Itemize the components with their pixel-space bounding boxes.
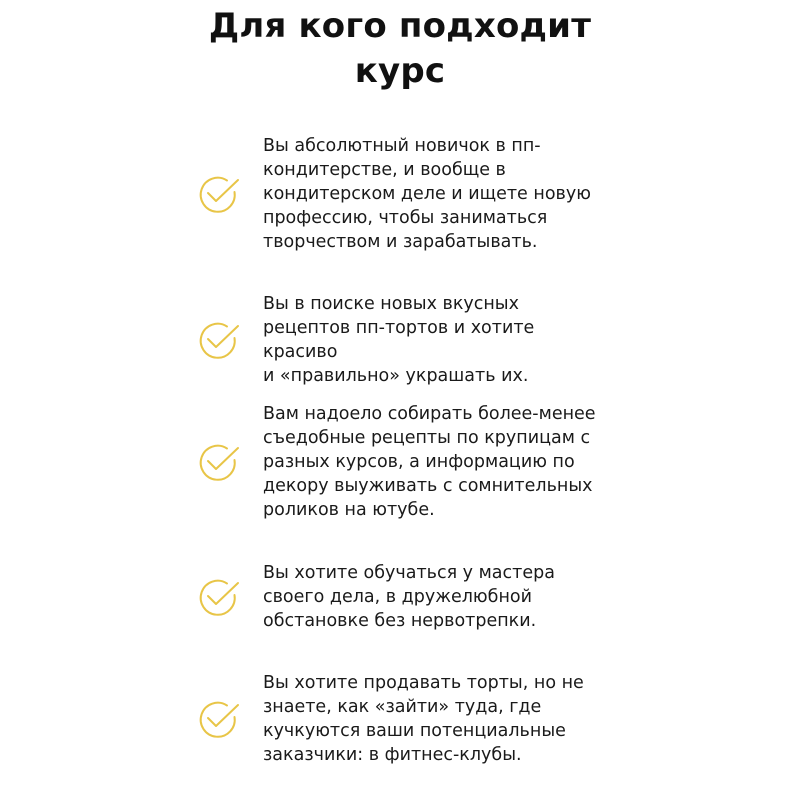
page-title-line-1: Для кого подходит: [208, 6, 592, 46]
list-item: [194, 561, 614, 633]
list-item: [194, 292, 614, 388]
page-title: [0, 4, 800, 94]
list-item: [194, 402, 614, 522]
list-item-text: Вы хотите обучаться у мастера своего дела, в дружелюбной обстановке без нервотрепки.: [263, 563, 555, 631]
list-item-text: Вы хотите продавать торты, но не знаете, как «зайти» туда, где кучкуются ваши потенциальные заказчики: в фитнес-клубы.: [263, 673, 584, 765]
check-circle-icon: [194, 438, 242, 486]
check-circle-icon: [194, 573, 242, 621]
list-item: [194, 134, 614, 254]
list-item-text: Вы в поиске новых вкусных рецептов пп-тортов и хотите красиво и «правильно» украшать их.: [263, 294, 535, 386]
check-circle-icon: [194, 170, 242, 218]
list-item-text: Вам надоело собирать более-менее съедобные рецепты по крупицам с разных курсов, а информацию по декору выуживать с сомнительных роликов на ютубе.: [263, 404, 596, 520]
check-circle-icon: [194, 316, 242, 364]
page-title-line-2: курс: [354, 51, 446, 91]
list-item: [194, 671, 614, 767]
list-item-text: Вы абсолютный новичок в пп- кондитерстве, и вообще в кондитерском деле и ищете новую профессию, чтобы заниматься творчеством и зарабатывать.: [263, 136, 591, 252]
check-circle-icon: [194, 695, 242, 743]
